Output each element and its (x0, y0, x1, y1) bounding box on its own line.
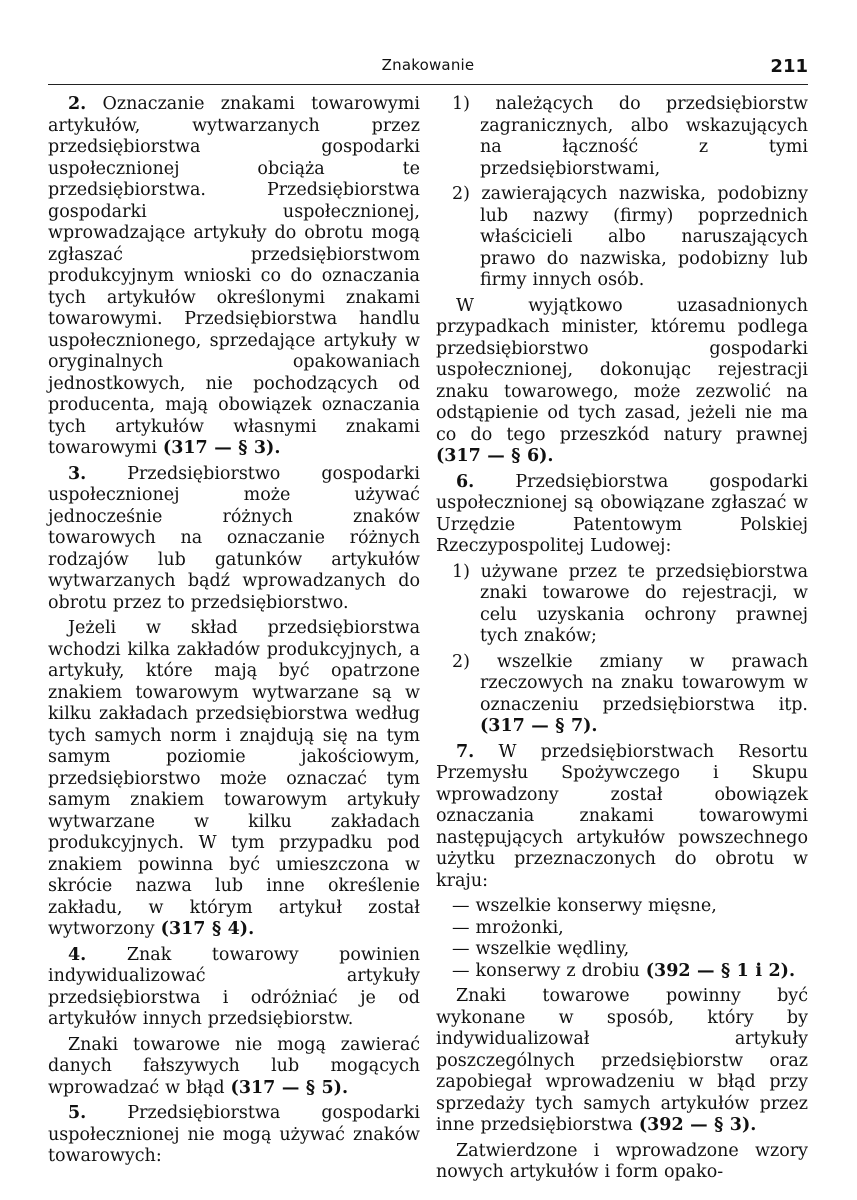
list-item (436, 961, 808, 983)
paragraph-text: W przedsiębiorstwach Resortu Przemysłu Spożywczego i Skupu wprowadzony został obowiązek oznaczania znakami towarowymi następujących artykułów powszechnego użytku przeznaczonych do obrotu w kraju: (436, 741, 808, 891)
paragraph-3 (48, 464, 420, 615)
list-item-text: 1) należących do przedsiębiorstw zagranicznych, albo wskazujących na łączność z tymi przedsiębiorstwami, (452, 94, 808, 179)
page-header (48, 56, 808, 84)
list-item (436, 184, 808, 292)
legal-reference: (317 — § 3). (162, 438, 281, 458)
list-item-text: 2) zawierających nazwiska, podobizny lub nazwy (firmy) poprzednich właścicieli albo naruszających prawo do nazwiska, podobizny lub firmy innych osób. (452, 184, 808, 290)
paragraph-7 (436, 742, 808, 893)
legal-reference: (392 — § 3). (638, 1115, 757, 1135)
list-item (436, 652, 808, 738)
header-rule (48, 84, 808, 85)
list-item-text: — wszelkie wędliny, (452, 939, 630, 959)
list-item-text: — wszelkie konserwy mięsne, (452, 896, 717, 916)
paragraph-text: Oznaczanie znakami towarowymi artykułów, wytwarzanych przez przedsiębiorstwa gospodarki uspołecznionej obciąża te przedsiębiorstwa. Przedsiębiorstwa gospodarki uspołecznionej, wprowadzające artykuły do obrotu mogą zgłaszać przedsiębiorstwom produkcyjnym wnioski co do oznaczania tych artykułów określonymi znakami towarowymi. Przedsiębiorstwa handlu uspołecznionego, sprzedające artykuły w oryginalnych opakowaniach jednostkowych, nie pochodzących od producenta, mają obowiązek oznaczania tych artykułów własnymi znakami towarowymi (48, 94, 421, 458)
list-item (436, 94, 808, 180)
paragraph-2 (48, 94, 420, 460)
paragraph-text: Zatwierdzone i wprowadzone wzory nowych artykułów i form opako- (436, 1140, 808, 1182)
legal-reference: (317 — § 7). (480, 716, 598, 736)
paragraph-number: 5. (68, 1103, 87, 1123)
list-item (436, 896, 808, 918)
paragraph-4-continued (48, 1035, 420, 1100)
legal-reference: (392 — § 1 i 2). (645, 960, 796, 981)
paragraph-text: Znaki towarowe nie mogą zawierać danych fałszywych lub mogących wprowadzać w błąd (48, 1034, 420, 1098)
list-item (436, 562, 808, 648)
right-column (436, 94, 808, 1188)
list-item-text: — konserwy z drobiu (452, 960, 640, 981)
paragraph-text: Przedsiębiorstwo gospodarki uspołecznionej może używać jednocześnie różnych znaków towarowych na oznaczanie różnych rodzajów lub gatunków artykułów wytwarzanych bądź wprowadzanych do obrotu przez to przedsiębiorstwo. (48, 463, 420, 613)
paragraph-number: 3. (68, 463, 87, 484)
running-title: Znakowanie (381, 56, 475, 74)
paragraph-5 (48, 1103, 420, 1168)
list-item (436, 939, 808, 961)
legal-reference: (317 — § 5). (230, 1077, 349, 1098)
paragraph-text: Przedsiębiorstwa gospodarki uspołecznionej nie mogą używać znaków towarowych: (48, 1103, 421, 1166)
paragraph-text: Znak towarowy powinien indywidualizować artykuły przedsiębiorstwa i odróżniać je od artykułów innych przedsiębiorstw. (48, 944, 420, 1029)
paragraph-text: Przedsiębiorstwa gospodarki uspołecznionej są obowiązane zgłaszać w Urzędzie Patentowym Polskiej Rzeczypospolitej Ludowej: (436, 471, 809, 556)
paragraph-6 (436, 472, 808, 558)
page-number: 211 (770, 56, 808, 77)
legal-reference: (317 § 4). (160, 919, 255, 939)
paragraph-text: Znaki towarowe powinny być wykonane w sposób, który by indywidualizował artykuły poszczególnych przedsiębiorstw oraz zapobiegał wprowadzeniu w błąd przy sprzedaży tych samych artykułów przez inne przedsiębiorstwa (436, 986, 808, 1135)
paragraph-5-continued (436, 296, 808, 468)
paragraph-7-final (436, 1141, 808, 1184)
legal-reference: (317 — § 6). (436, 446, 554, 466)
list-item (436, 918, 808, 940)
paragraph-3-continued (48, 618, 420, 941)
paragraph-4 (48, 945, 420, 1031)
list-item-text: 1) używane przez te przedsiębiorstwa znaki towarowe do rejestracji, w celu uzyskania ochrony prawnej tych znaków; (452, 561, 808, 646)
paragraph-number: 4. (68, 944, 87, 965)
paragraph-number: 7. (456, 741, 475, 762)
paragraph-text: Jeżeli w skład przedsiębiorstwa wchodzi kilka zakładów produkcyjnych, a artykuły, które mają być opatrzone znakiem towarowym wytwarzane są w kilku zakładach przedsiębiorstwa według tych samych norm i znajdują się na tym samym poziomie jakościowym, przedsiębiorstwo może oznaczać tym samym znakiem towarowym artykuły wytwarzane w kilku zakładach produkcyjnych. W tym przypadku pod znakiem powinna być umieszczona w skrócie nazwa lub inne określenie zakładu, w którym artykuł został wytworzony (48, 618, 420, 939)
left-column (48, 94, 420, 1172)
paragraph-7-continued (436, 986, 808, 1137)
list-item-text: 2) wszelkie zmiany w prawach rzeczowych na znaku towarowym w oznaczeniu przedsiębiorstwa itp. (452, 651, 808, 715)
paragraph-text: W wyjątkowo uzasadnionych przypadkach minister, któremu podlega przedsiębiorstwo gospodarki uspołecznionej, dokonując rejestracji znaku towarowego, może zezwolić na odstąpienie od tych zasad, jeżeli nie ma co do tego przeszkód natury prawnej (436, 295, 808, 445)
paragraph-number: 2. (68, 94, 87, 114)
paragraph-number: 6. (456, 471, 475, 492)
list-item-text: — mrożonki, (452, 917, 564, 938)
